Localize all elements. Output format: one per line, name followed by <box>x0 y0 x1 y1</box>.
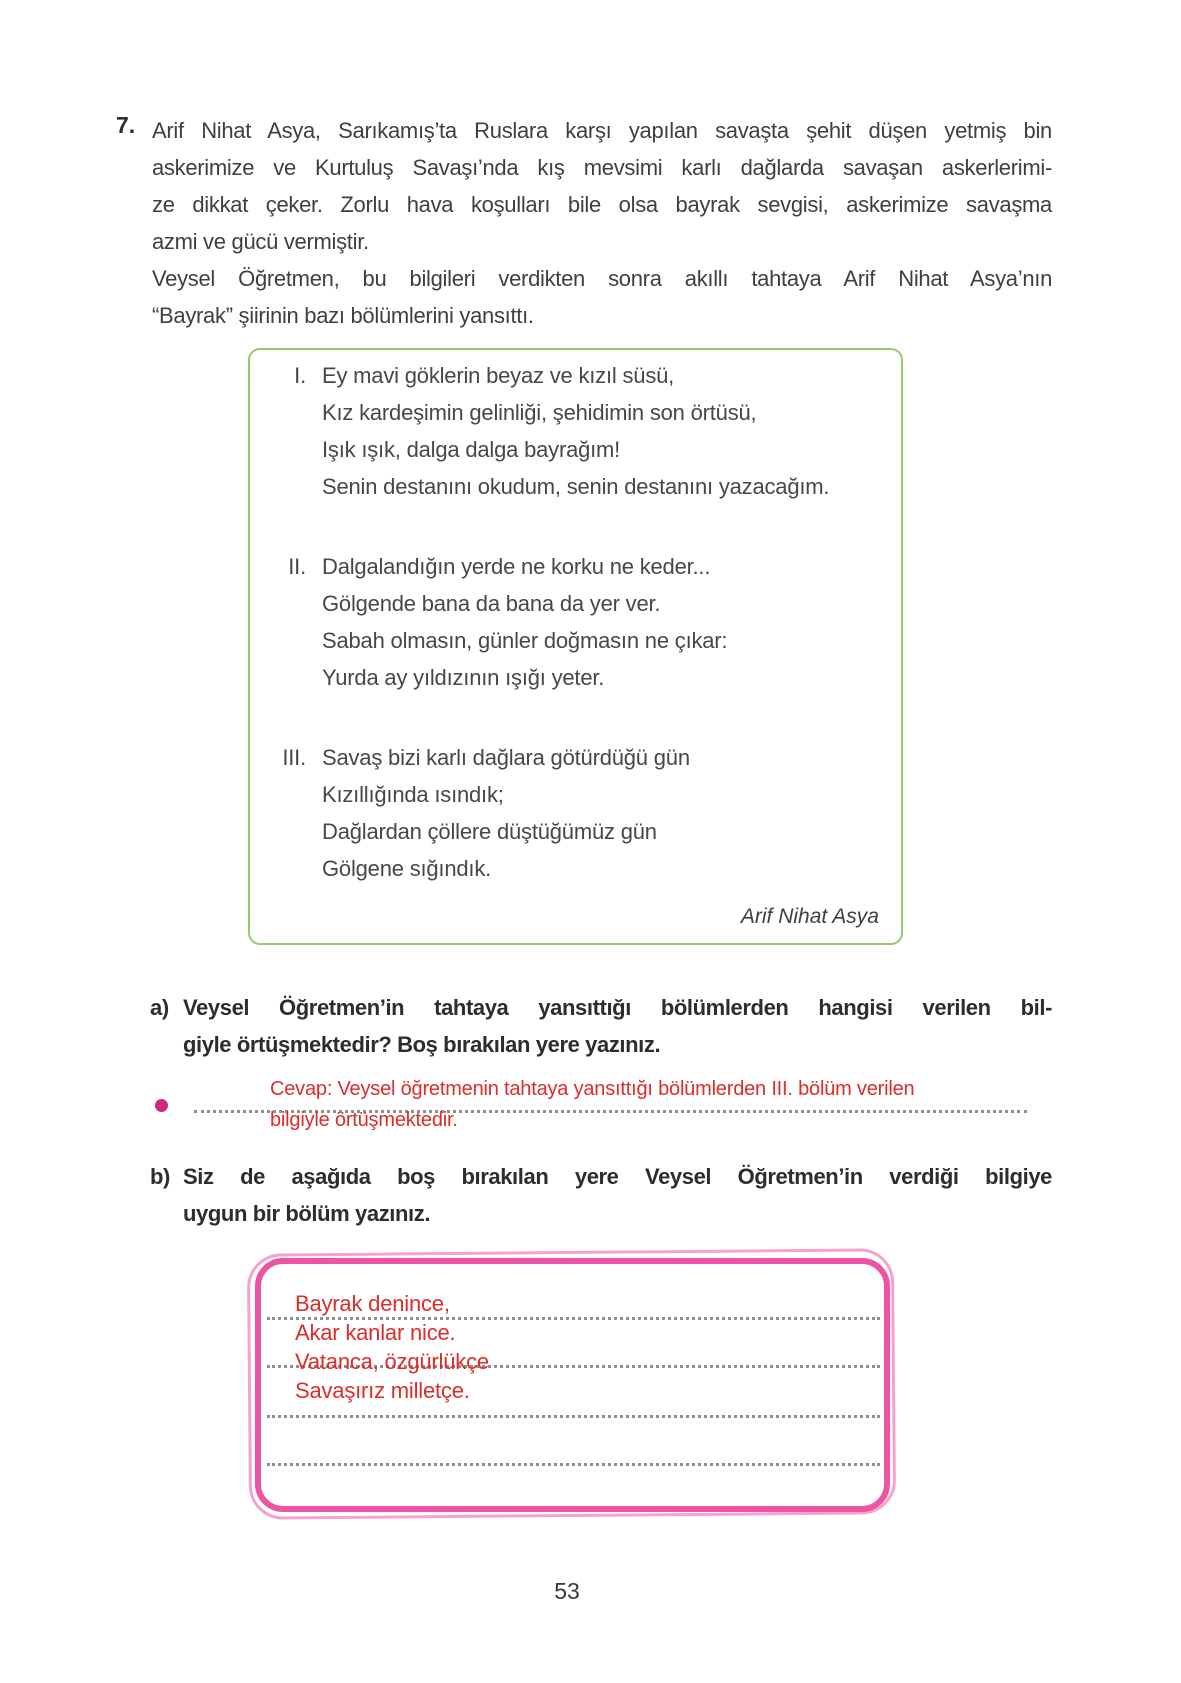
poem-author: Arif Nihat Asya <box>740 905 879 928</box>
poem-line: Işık ışık, dalga dalga bayrağım! <box>322 437 621 462</box>
part-b-question <box>150 1158 1055 1232</box>
stanza-lines <box>322 739 690 887</box>
question-7 <box>116 112 1056 334</box>
stanza-lines <box>322 548 727 696</box>
stanza-numeral: II. <box>288 554 306 579</box>
stanza-numeral: III. <box>282 745 306 770</box>
part-b-label: b) <box>150 1164 170 1189</box>
poem-line: Kız kardeşimin gelinliği, şehidimin son örtüsü, <box>322 400 757 425</box>
poem-stanzas <box>250 350 901 887</box>
stanza-numeral: I. <box>294 363 306 388</box>
part-a-question <box>150 989 1055 1063</box>
poem-line: Savaş bizi karlı dağlara götürdüğü gün <box>322 745 690 770</box>
poem-line: Yurda ay yıldızının ışığı yeter. <box>322 665 605 690</box>
poem-line: Gölgene sığındık. <box>322 856 492 881</box>
part-a-label: a) <box>150 995 169 1020</box>
part-a-answer-line: bilgiyle örtüşmektedir. <box>270 1109 458 1131</box>
poem-line: Senin destanını okudum, senin destanını yazacağım. <box>322 474 830 499</box>
part-a-answer <box>270 1074 914 1136</box>
part-b-answer-line: Akar kanlar nice. <box>295 1320 456 1345</box>
paragraph-line: azmi ve gücü vermiştir. <box>152 229 369 254</box>
answer-box-dotted-line <box>267 1463 880 1466</box>
page-number: 53 <box>554 1578 580 1604</box>
part-b-answer-line: Vatanca, özgürlükçe <box>295 1349 489 1374</box>
poem-line: Kızıllığında ısındık; <box>322 782 504 807</box>
paragraph-line: ze dikkat çeker. Zorlu hava koşulları bile olsa bayrak sevgisi, askerimize savaşma <box>152 192 1052 217</box>
part-b-question-line: Siz de aşağıda boş bırakılan yere Veysel Öğretmen’in verdiği bilgiye <box>183 1164 1052 1189</box>
part-b-question-line: uygun bir bölüm yazınız. <box>183 1201 431 1226</box>
part-b-answer <box>295 1289 489 1405</box>
poem-stanza-1 <box>250 357 901 505</box>
part-a-answer-line: Cevap: Veysel öğretmenin tahtaya yansıttığı bölümlerden III. bölüm verilen <box>270 1078 915 1100</box>
answer-box-dotted-line <box>267 1415 880 1418</box>
poem-line: Gölgende bana da bana da yer ver. <box>322 591 661 616</box>
stanza-lines <box>322 357 829 505</box>
question-paragraphs <box>152 112 1052 334</box>
part-a-question-line: Veysel Öğretmen’in tahtaya yansıttığı bölümlerden hangisi verilen bil- <box>183 995 1052 1020</box>
part-a-question-line: giyle örtüşmektedir? Boş bırakılan yere yazınız. <box>183 1032 661 1057</box>
paragraph-line: Arif Nihat Asya, Sarıkamış’ta Ruslara karşı yapılan savaşta şehit düşen yetmiş bin <box>152 118 1052 143</box>
paragraph-line: “Bayrak” şiirinin bazı bölümlerini yansıttı. <box>152 303 534 328</box>
poem-line: Sabah olmasın, günler doğmasın ne çıkar: <box>322 628 728 653</box>
paragraph-line: Veysel Öğretmen, bu bilgileri verdikten sonra akıllı tahtaya Arif Nihat Asya’nın <box>152 266 1052 291</box>
part-b-answer-line: Bayrak denince, <box>295 1291 450 1316</box>
poem-line: Dağlardan çöllere düştüğümüz gün <box>322 819 657 844</box>
poem-line: Ey mavi göklerin beyaz ve kızıl süsü, <box>322 363 675 388</box>
part-a-text <box>183 989 1052 1063</box>
question-number: 7. <box>116 112 136 138</box>
poem-line: Dalgalandığın yerde ne korku ne keder... <box>322 554 711 579</box>
part-b-text <box>183 1158 1052 1232</box>
poem-stanza-3 <box>250 739 901 887</box>
poem-box <box>248 348 903 945</box>
paragraph-line: askerimize ve Kurtuluş Savaşı’nda kış mevsimi karlı dağlarda savaşan askerlerimi- <box>152 155 1052 180</box>
part-b-answer-line: Savaşırız milletçe. <box>295 1378 470 1403</box>
bullet-dot-icon <box>155 1099 168 1112</box>
answer-box <box>255 1258 890 1512</box>
poem-stanza-2 <box>250 548 901 696</box>
